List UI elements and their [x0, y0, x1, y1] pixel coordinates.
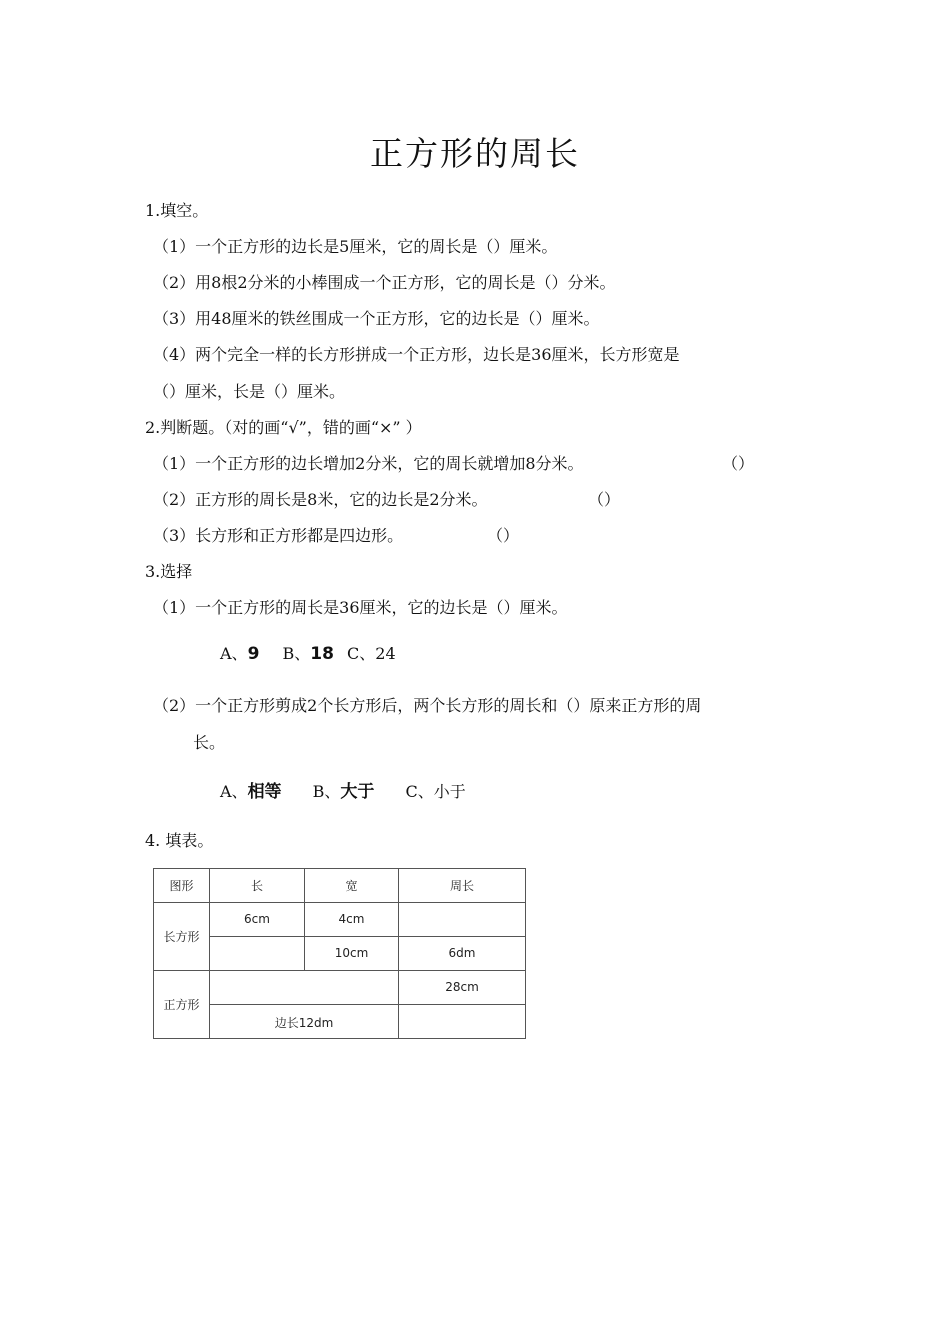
judge-answer-3[interactable]: （）	[487, 526, 520, 545]
section2-heading: 2.判断题。（对的画“√”，错的画“×” ）	[145, 418, 422, 437]
table-row	[154, 903, 526, 937]
rect2-length[interactable]	[210, 937, 305, 971]
square1-perimeter: 28cm	[399, 971, 526, 1005]
rect2-width: 10cm	[305, 937, 399, 971]
choice-question-1: （1）一个正方形的周长是36厘米，它的边长是（）厘米。	[153, 598, 568, 617]
section1-heading: 1.填空。	[145, 201, 209, 220]
table-row	[154, 971, 526, 1005]
option-c: C、小于	[405, 782, 466, 801]
fill-question-4: （4）两个完全一样的长方形拼成一个正方形，边长是36厘米，长方形宽是	[153, 345, 680, 364]
choice-question-2-cont: 长。	[193, 733, 226, 752]
table-row	[154, 937, 526, 971]
fill-question-2: （2）用8根2分米的小棒围成一个正方形，它的周长是（）分米。	[153, 273, 616, 292]
header-shape: 图形	[154, 869, 210, 903]
option-a-label: A、	[220, 644, 248, 663]
option-b-label: B、	[312, 782, 341, 801]
judge-answer-2[interactable]: （）	[588, 490, 621, 509]
choice-question-2: （2）一个正方形剪成2个长方形后，两个长方形的周长和（）原来正方形的周	[153, 696, 702, 715]
header-width: 宽	[305, 869, 399, 903]
section4-heading: 4. 填表。	[145, 831, 214, 850]
square2-side: 边长12dm	[210, 1005, 399, 1039]
rect-label: 长方形	[154, 903, 210, 971]
rect1-width: 4cm	[305, 903, 399, 937]
judge-question-2: （2）正方形的周长是8米，它的边长是2分米。	[153, 490, 488, 509]
option-b-value: 大于	[340, 782, 375, 802]
header-perimeter: 周长	[399, 869, 526, 903]
square-label: 正方形	[154, 971, 210, 1039]
square2-perimeter[interactable]	[399, 1005, 526, 1039]
option-c: C、24	[347, 644, 396, 663]
section3-heading: 3.选择	[145, 562, 193, 581]
judge-question-3: （3）长方形和正方形都是四边形。	[153, 526, 404, 545]
table-header-row	[154, 869, 526, 903]
rect1-perimeter[interactable]	[399, 903, 526, 937]
option-a-value: 相等	[247, 782, 282, 802]
judge-answer-1[interactable]: （）	[722, 454, 755, 473]
option-a-value: 9	[247, 644, 260, 664]
fill-question-3: （3）用48厘米的铁丝围成一个正方形，它的边长是（）厘米。	[153, 309, 600, 328]
square1-side[interactable]	[210, 971, 399, 1005]
choice-options-2	[220, 777, 466, 802]
rect2-perimeter: 6dm	[399, 937, 526, 971]
judge-question-1: （1）一个正方形的边长增加2分米，它的周长就增加8分米。	[153, 454, 584, 473]
fill-table	[153, 868, 526, 1039]
fill-question-4-cont: （）厘米，长是（）厘米。	[153, 382, 346, 401]
choice-options-1	[220, 641, 396, 664]
option-b-label: B、	[282, 644, 311, 663]
rect1-length: 6cm	[210, 903, 305, 937]
fill-question-1: （1）一个正方形的边长是5厘米，它的周长是（）厘米。	[153, 237, 558, 256]
option-b-value: 18	[310, 644, 334, 664]
table-row	[154, 1005, 526, 1039]
header-length: 长	[210, 869, 305, 903]
option-a-label: A、	[220, 782, 248, 801]
page-title: 正方形的周长	[370, 134, 580, 173]
